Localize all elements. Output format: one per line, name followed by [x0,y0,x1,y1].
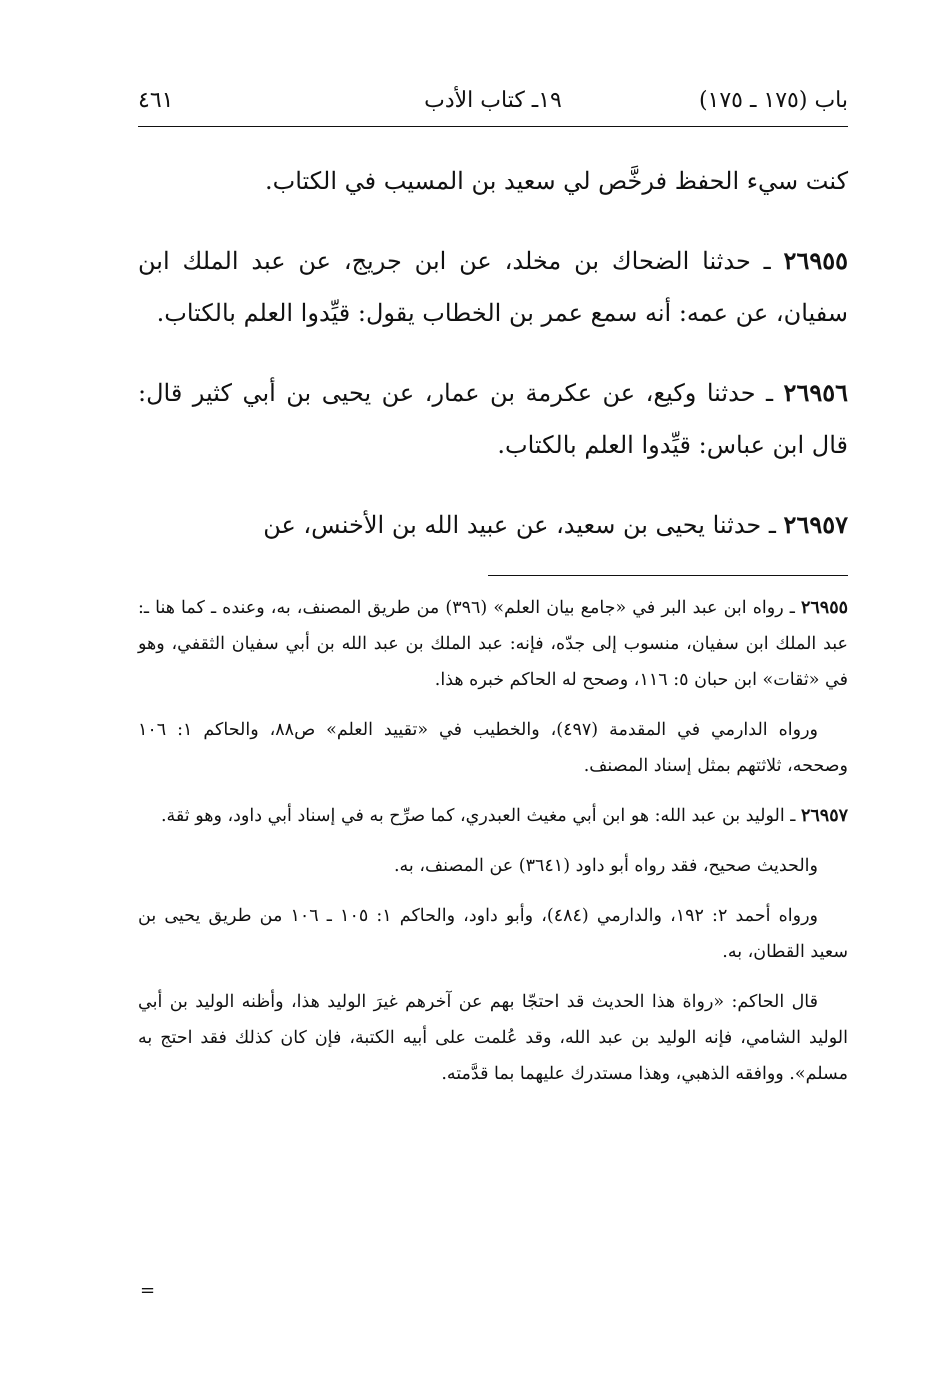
footnote-text: قال الحاكم: «رواة هذا الحديث قد احتجّا بهم عن آخرهم غيرَ الوليد هذا، وأظنه الوليد بن أبي الوليد الشامي، فإنه الوليد بن عبد الله، وقد عُلمت على أبيه الكتبة، فإن كان كذلك فقد احتج به مسلم». ووافقه الذهبي، وهذا مستدرك عليهما بما قدَّمته. [138,992,848,1084]
hadith-number: ٢٦٩٥٧ [783,510,848,539]
hadith-number: ٢٦٩٥٥ [783,246,848,275]
main-text [138,155,848,551]
footnote [138,984,848,1092]
paragraph [138,155,848,207]
paragraph [138,367,848,471]
paragraph-text: ـ حدثنا الضحاك بن مخلد، عن ابن جريج، عن عبد الملك ابن سفيان، عن عمه: أنه سمع عمر بن الخطاب يقول: قيِّدوا العلم بالكتاب. [138,247,848,327]
page-number: ٤٦١ [138,88,174,113]
book-title: ١٩ـ كتاب الأدب [424,88,562,113]
footnote-text: ورواه أحمد ٢: ١٩٢، والدارمي (٤٨٤)، وأبو داود، والحاكم ١: ١٠٥ ـ ١٠٦ من طريق يحيى بن سعيد القطان، به. [138,906,848,962]
footnote [138,590,848,698]
book-page [138,80,848,1106]
paragraph-text: ـ حدثنا وكيع، عن عكرمة بن عمار، عن يحيى بن أبي كثير قال: قال ابن عباس: قيِّدوا العلم بالكتاب. [138,379,848,459]
footnote-text: ورواه الدارمي في المقدمة (٤٩٧)، والخطيب في «تقييد العلم» ص٨٨، والحاكم ١: ١٠٦ وصححه، ثلاثتهم بمثل إسناد المصنف. [138,720,848,776]
hadith-number: ٢٦٩٥٦ [783,378,848,407]
paragraph-text: كنت سيء الحفظ فرخَّص لي سعيد بن المسيب في الكتاب. [265,167,848,195]
page-header [138,80,848,127]
paragraph [138,499,848,551]
footnote-number: ٢٦٩٥٥ [801,598,848,618]
continuation-mark: = [140,1280,156,1301]
paragraph-text: ـ حدثنا يحيى بن سعيد، عن عبيد الله بن الأخنس، عن [263,511,784,539]
footnote [138,798,848,834]
footnotes [138,590,848,1092]
footnote [138,712,848,784]
footnote [138,898,848,970]
footnote-text: والحديث صحيح، فقد رواه أبو داود (٣٦٤١) عن المصنف، به. [393,856,818,876]
footnote-text: ـ رواه ابن عبد البر في «جامع بيان العلم» (٣٩٦) من طريق المصنف، به، وعنده ـ كما هنا ـ: عبد الملك ابن سفيان، منسوب إلى جدّه، فإنه: عبد الملك بن عبد الله بن أبي سفيان الثقفي، وهو في «ثقات» ابن حبان ٥: ١١٦، وصحح له الحاكم خبره هذا. [138,598,848,690]
footnote-number: ٢٦٩٥٧ [801,806,848,826]
chapter-title: باب (١٧٥ ـ ١٧٥) [698,88,848,113]
footnote-separator [488,575,848,576]
footnote [138,848,848,884]
footnote-text: ـ الوليد بن عبد الله: هو ابن أبي مغيث العبدري، كما صرِّح به في إسناد أبي داود، وهو ثقة. [160,806,801,826]
paragraph [138,235,848,339]
